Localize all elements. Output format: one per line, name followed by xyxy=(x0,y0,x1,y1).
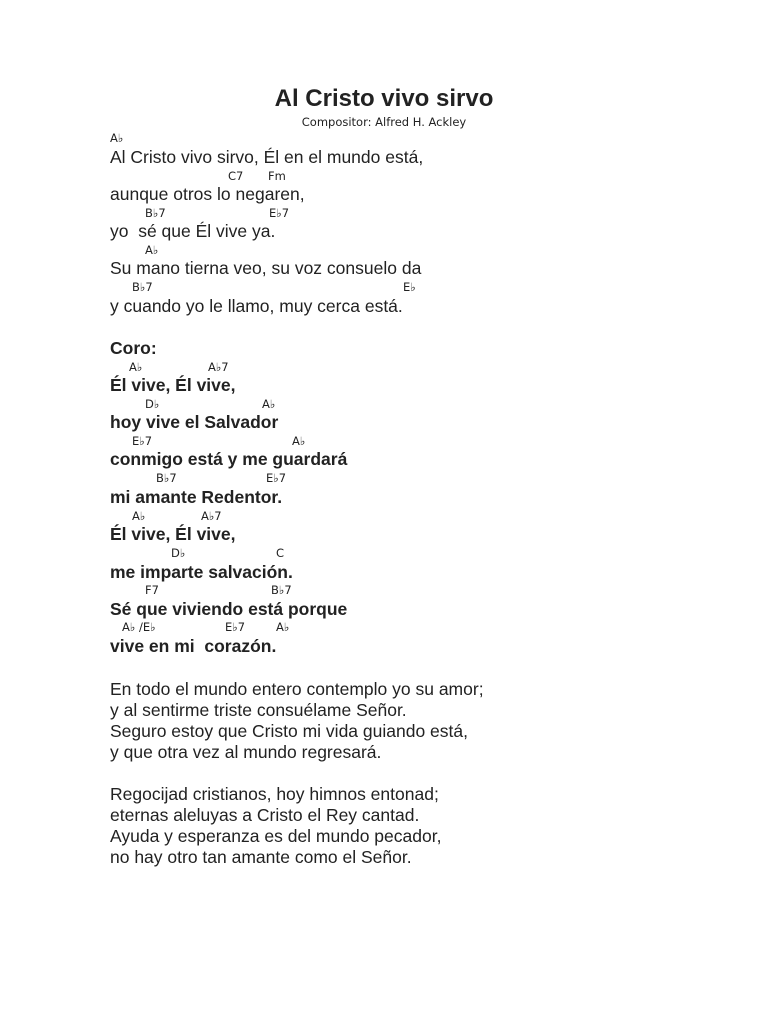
song-title: Al Cristo vivo sirvo xyxy=(274,85,494,112)
chord: A♭ xyxy=(276,620,290,634)
chorus-line: Él vive, Él vive, xyxy=(110,524,236,544)
lyric-line: y al sentirme triste consuélame Señor. xyxy=(110,700,407,720)
lyric-line: Su mano tierna veo, su voz consuelo da xyxy=(110,258,422,278)
chord: B♭7 xyxy=(156,471,177,485)
chorus-line: me imparte salvación. xyxy=(110,562,293,582)
chord: A♭ xyxy=(129,360,143,374)
lyric-line: Ayuda y esperanza es del mundo pecador, xyxy=(110,826,442,846)
chord: A♭ xyxy=(262,397,276,411)
chorus-label: Coro: xyxy=(110,338,157,358)
chord: Fm xyxy=(268,169,286,183)
chord: E♭7 xyxy=(132,434,153,448)
chord: F7 xyxy=(145,583,159,597)
lyric-line: eternas aleluyas a Cristo el Rey cantad. xyxy=(110,805,420,825)
lyric-line: Seguro estoy que Cristo mi vida guiando está, xyxy=(110,721,468,741)
chord: E♭7 xyxy=(266,471,287,485)
chord: B♭7 xyxy=(271,583,292,597)
chord: B♭7 xyxy=(132,280,153,294)
lyric-line: En todo el mundo entero contemplo yo su amor; xyxy=(110,679,484,699)
lyric-line: Regocijad cristianos, hoy himnos entonad; xyxy=(110,784,439,804)
chorus-line: mi amante Redentor. xyxy=(110,487,283,507)
lyric-line: y cuando yo le llamo, muy cerca está. xyxy=(110,296,403,316)
chorus-line: Él vive, Él vive, xyxy=(110,375,236,395)
chord: A♭ xyxy=(145,243,159,257)
chord: D♭ xyxy=(171,546,186,560)
chord: A♭ xyxy=(292,434,306,448)
lyric-line: no hay otro tan amante como el Señor. xyxy=(110,847,412,867)
chorus-line: vive en mi corazón. xyxy=(110,636,277,656)
chord: E♭ xyxy=(403,280,416,294)
chord: A♭ /E♭ xyxy=(122,620,156,634)
chord: A♭7 xyxy=(201,509,222,523)
chord: A♭ xyxy=(110,131,124,145)
chorus-line: hoy vive el Salvador xyxy=(110,412,279,432)
chorus-line: Sé que viviendo está porque xyxy=(110,599,348,619)
lyric-line: Al Cristo vivo sirvo, Él en el mundo está, xyxy=(110,147,424,167)
chord: C xyxy=(276,546,285,560)
chord: E♭7 xyxy=(269,206,290,220)
composer-line: Compositor: Alfred H. Ackley xyxy=(301,115,467,129)
lyric-line: y que otra vez al mundo regresará. xyxy=(110,742,382,762)
chord: D♭ xyxy=(145,397,160,411)
lyric-line: aunque otros lo negaren, xyxy=(110,184,305,204)
chord: C7 xyxy=(228,169,244,183)
chord: B♭7 xyxy=(145,206,166,220)
chord: A♭7 xyxy=(208,360,229,374)
chord: E♭7 xyxy=(225,620,246,634)
chorus-line: conmigo está y me guardará xyxy=(110,449,348,469)
lyric-line: yo sé que Él vive ya. xyxy=(110,221,276,241)
chord: A♭ xyxy=(132,509,146,523)
